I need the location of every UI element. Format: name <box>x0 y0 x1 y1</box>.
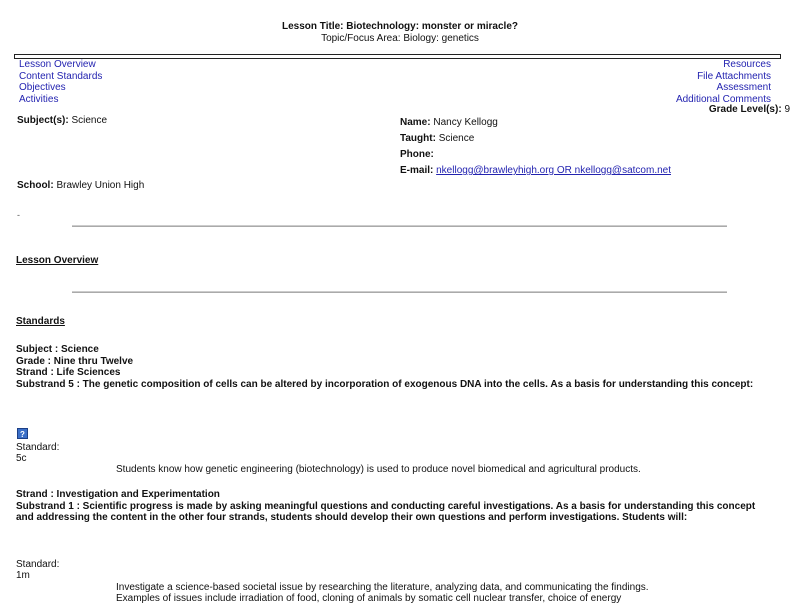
nav-frame <box>14 54 781 59</box>
nav-link-assessment[interactable]: Assessment <box>716 82 771 94</box>
phone-label: Phone: <box>400 149 434 160</box>
subjects-label: Subject(s): <box>17 115 69 126</box>
name-value: Nancy Kellogg <box>433 117 498 128</box>
taught-field <box>400 131 671 147</box>
nav-link-activities[interactable]: Activities <box>19 94 59 106</box>
strand-2-title: Strand : Investigation and Experimentation <box>16 489 220 500</box>
nav-link-additional-comments[interactable]: Additional Comments <box>675 94 771 106</box>
standard-2-label: Standard: <box>16 559 60 570</box>
nav-link-objectives[interactable]: Objectives <box>19 82 66 94</box>
standards-block <box>16 344 796 390</box>
nav-right <box>676 59 771 106</box>
strand-2-substrand-line2: and addressing the content in the other four strands, students should develop their own questions and perform investigations. Students will: <box>16 512 688 523</box>
standard-2-code: 1m <box>16 570 30 581</box>
strand-2-block <box>16 489 796 524</box>
standard-1-text: Students know how genetic engineering (biotechnology) is used to produce novel biomedical and agricultural products. <box>116 464 641 475</box>
nav-link-lesson-overview[interactable]: Lesson Overview <box>19 59 96 70</box>
lesson-overview-heading: Lesson Overview <box>16 255 99 266</box>
question-icon[interactable]: ? <box>17 428 28 439</box>
school-value: Brawley Union High <box>56 180 145 191</box>
standards-grade: Grade : Nine thru Twelve <box>16 355 134 367</box>
nav-left <box>19 59 102 106</box>
standard-1-label: Standard: <box>16 442 60 453</box>
subjects-value: Science <box>71 115 108 126</box>
topic-focus-area: Topic/Focus Area: Biology: genetics <box>321 33 479 44</box>
subjects-field <box>17 113 107 129</box>
grade-level-value: 9 <box>784 104 790 115</box>
strand-2-substrand-line1: Substrand 1 : Scientific progress is made by asking meaningful questions and conducting careful investigations. As a basis for understanding this concept <box>16 500 756 512</box>
standards-substrand: Substrand 5 : The genetic composition of cells can be altered by incorporation of exogenous DNA into the cells. As a basis for understanding this concept: <box>16 378 754 390</box>
grade-level <box>709 104 790 115</box>
divider-2 <box>72 291 727 293</box>
divider-1 <box>72 225 727 227</box>
standards-subject: Subject : Science <box>16 344 99 355</box>
name-field <box>400 115 671 131</box>
standard-2 <box>16 559 59 581</box>
grade-level-label: Grade Level(s): <box>708 104 782 115</box>
school-label: School: <box>17 180 54 191</box>
email-link[interactable]: nkellogg@brawleyhigh.org OR nkellogg@satcom.net <box>436 165 671 176</box>
taught-label: Taught: <box>400 133 436 144</box>
nav-link-file-attachments[interactable]: File Attachments <box>697 70 771 82</box>
standard-2-text-line2: Examples of issues include irradiation of food, cloning of animals by somatic cell nuclear transfer, choice of energy <box>116 593 622 604</box>
standard-1-code: 5c <box>16 453 27 464</box>
lesson-title: Lesson Title: Biotechnology: monster or miracle? <box>282 21 518 32</box>
nav-link-resources[interactable]: Resources <box>723 59 771 70</box>
standards-strand: Strand : Life Sciences <box>16 367 121 378</box>
school-field <box>17 178 144 194</box>
email-field <box>400 163 671 179</box>
bullet-mark: - <box>17 210 20 220</box>
taught-value: Science <box>438 133 475 144</box>
standard-2-text <box>116 582 649 604</box>
standards-heading: Standards <box>16 316 65 327</box>
email-label: E-mail: <box>400 165 434 176</box>
standard-1 <box>16 442 59 464</box>
standard-2-text-line1: Investigate a science-based societal issue by researching the literature, analyzing data, and communicating the findings. <box>116 582 649 593</box>
nav-link-content-standards[interactable]: Content Standards <box>19 70 103 82</box>
name-label: Name: <box>400 117 431 128</box>
page-header <box>0 21 800 45</box>
phone-field <box>400 147 671 163</box>
teacher-info <box>400 115 671 179</box>
